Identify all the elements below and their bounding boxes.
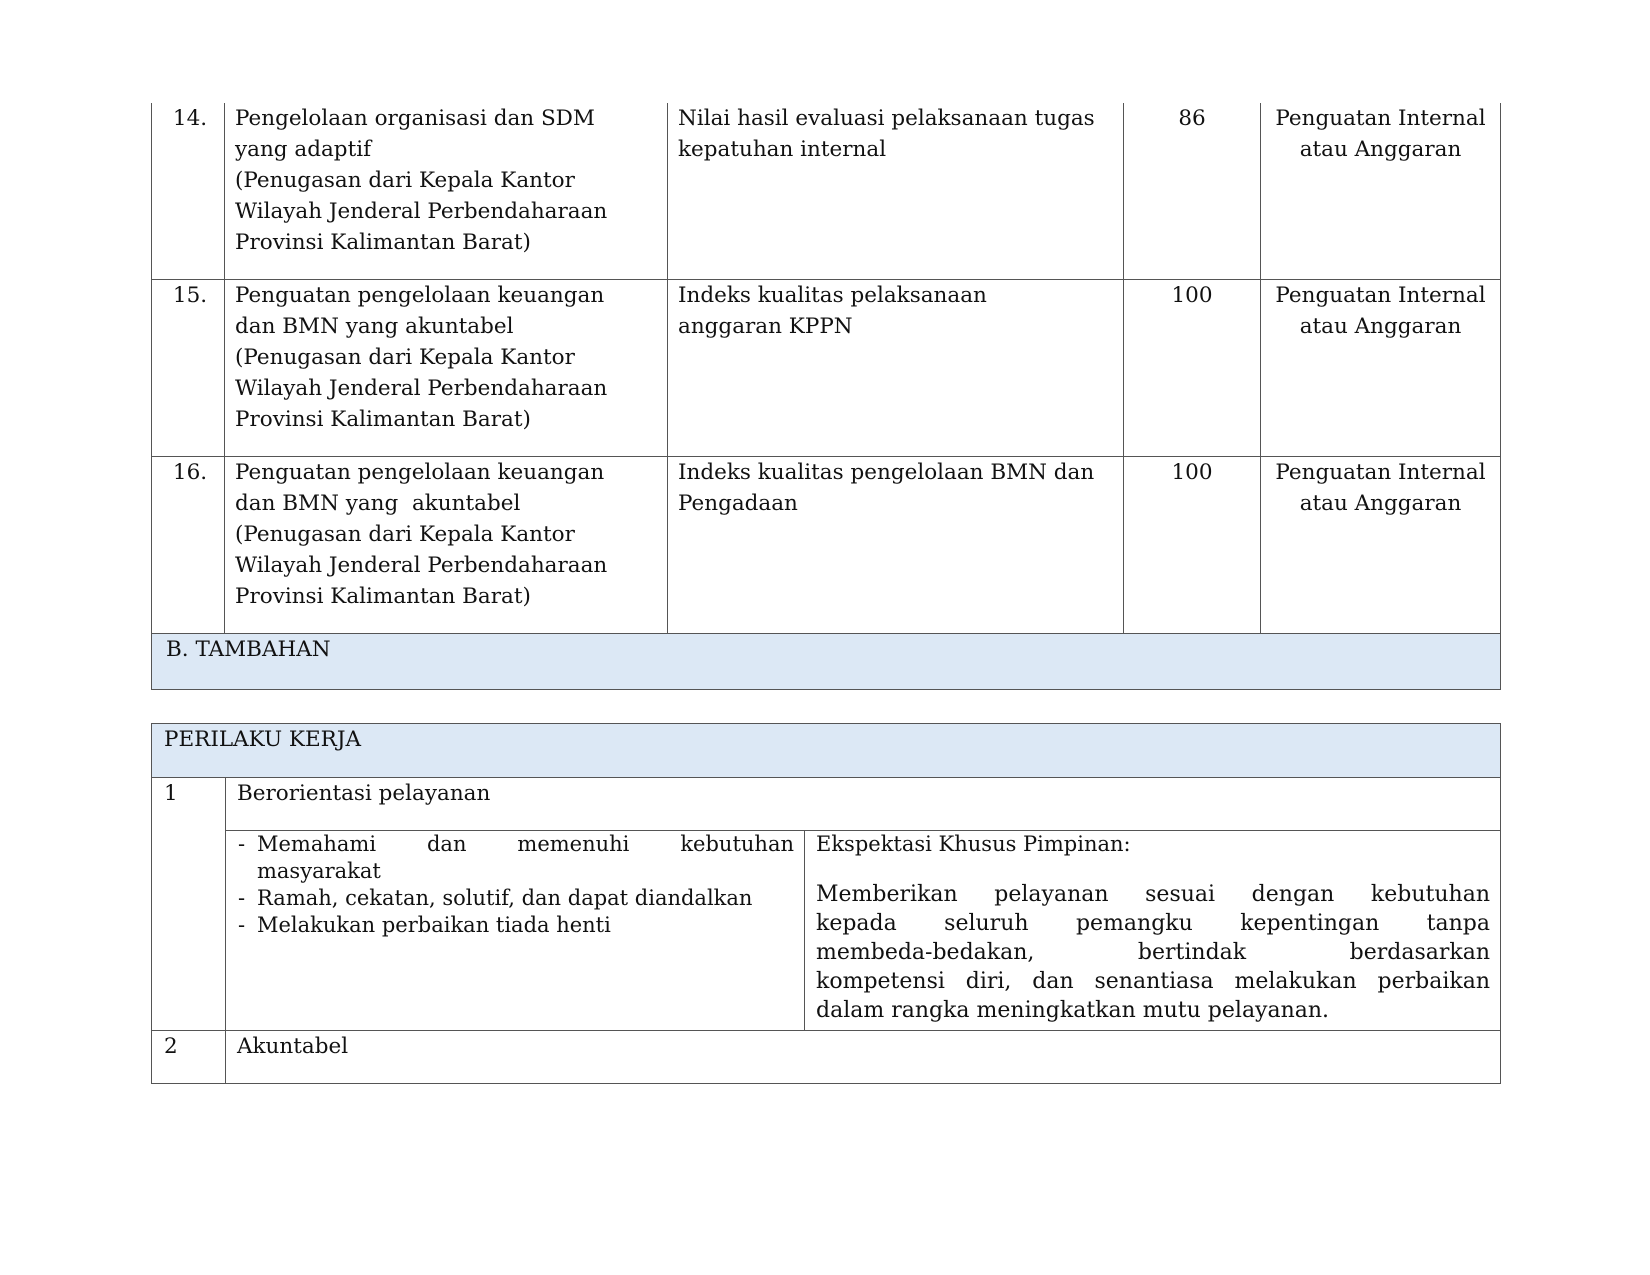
activity-line: dan BMN yang akuntabel — [235, 314, 514, 339]
perspective-cell — [1261, 457, 1501, 634]
activity-line: Provinsi Kalimantan Barat) — [235, 407, 531, 432]
perspective-line: atau Anggaran — [1299, 491, 1462, 516]
indicator-line: Nilai hasil evaluasi pelaksanaan tugas — [678, 106, 1095, 131]
row-number: 16. — [152, 457, 225, 634]
indicator-cell — [668, 103, 1124, 280]
activity-line: (Penugasan dari Kepala Kantor — [235, 168, 575, 193]
row-number: 15. — [152, 280, 225, 457]
behaviour-item-title: Akuntabel — [226, 1031, 1501, 1084]
activity-line: Penguatan pengelolaan keuangan — [235, 283, 605, 308]
activity-cell — [225, 457, 668, 634]
activity-line: Pengelolaan organisasi dan SDM — [235, 106, 595, 131]
activity-line: Provinsi Kalimantan Barat) — [235, 584, 531, 609]
target-cell: 100 — [1124, 280, 1261, 457]
activity-line: Wilayah Jenderal Perbendaharaan — [235, 553, 608, 578]
expectation-cell — [805, 831, 1501, 1031]
activity-cell — [225, 103, 668, 280]
behaviour-item-row — [152, 1031, 1501, 1084]
work-behaviour-table — [151, 723, 1501, 1084]
activity-line: Penguatan pengelolaan keuangan — [235, 460, 605, 485]
activity-line: Provinsi Kalimantan Barat) — [235, 230, 531, 255]
indicator-line: Indeks kualitas pengelolaan BMN dan — [678, 460, 1095, 485]
indicator-cell — [668, 457, 1124, 634]
behaviour-guideline-cell — [226, 831, 805, 1031]
section-b-row — [152, 634, 1501, 690]
perspective-line: atau Anggaran — [1299, 137, 1462, 162]
behaviour-header-row — [152, 724, 1501, 778]
perspective-cell — [1261, 103, 1501, 280]
behaviour-item-title: Berorientasi pelayanan — [226, 778, 1501, 831]
activity-line: (Penugasan dari Kepala Kantor — [235, 345, 575, 370]
table-row — [152, 457, 1501, 634]
indicator-table — [151, 103, 1501, 690]
behaviour-item-number: 1 — [152, 778, 226, 1031]
guideline-list — [226, 831, 804, 939]
activity-line: dan BMN yang akuntabel — [235, 491, 521, 516]
activity-line: (Penugasan dari Kepala Kantor — [235, 522, 575, 547]
list-item: - Memahami dan memenuhi kebutuhan masyarakat — [238, 831, 794, 885]
behaviour-header: PERILAKU KERJA — [152, 724, 1501, 778]
perspective-line: Penguatan Internal — [1275, 106, 1486, 131]
target-cell: 86 — [1124, 103, 1261, 280]
indicator-line: kepatuhan internal — [678, 137, 887, 162]
behaviour-item-number: 2 — [152, 1031, 226, 1084]
indicator-line: Pengadaan — [678, 491, 798, 516]
behaviour-detail-row — [152, 831, 1501, 1031]
list-item: - Ramah, cekatan, solutif, dan dapat diandalkan — [238, 885, 794, 912]
activity-line: Wilayah Jenderal Perbendaharaan — [235, 376, 608, 401]
behaviour-item-row — [152, 778, 1501, 831]
row-number: 14. — [152, 103, 225, 280]
expectation-text: Memberikan pelayanan sesuai dengan kebutuhan kepada seluruh pemangku kepentingan tanpa membeda-bedakan, bertindak berdasarkan kompetensi diri, dan senantiasa melakukan perbaikan dalam rangka meningkatkan mutu pelayanan. — [816, 882, 1490, 1023]
indicator-cell — [668, 280, 1124, 457]
perspective-line: Penguatan Internal — [1275, 283, 1486, 308]
target-cell: 100 — [1124, 457, 1261, 634]
activity-cell — [225, 280, 668, 457]
expectation-label: Ekspektasi Khusus Pimpinan: — [816, 832, 1131, 856]
indicator-line: anggaran KPPN — [678, 314, 853, 339]
table-row — [152, 103, 1501, 280]
list-item: - Melakukan perbaikan tiada henti — [238, 912, 794, 939]
table-row — [152, 280, 1501, 457]
activity-line: Wilayah Jenderal Perbendaharaan — [235, 199, 608, 224]
indicator-line: Indeks kualitas pelaksanaan — [678, 283, 987, 308]
activity-line: yang adaptif — [235, 137, 372, 162]
perspective-cell — [1261, 280, 1501, 457]
perspective-line: atau Anggaran — [1299, 314, 1462, 339]
perspective-line: Penguatan Internal — [1275, 460, 1486, 485]
section-b-label: B. TAMBAHAN — [152, 634, 1501, 690]
